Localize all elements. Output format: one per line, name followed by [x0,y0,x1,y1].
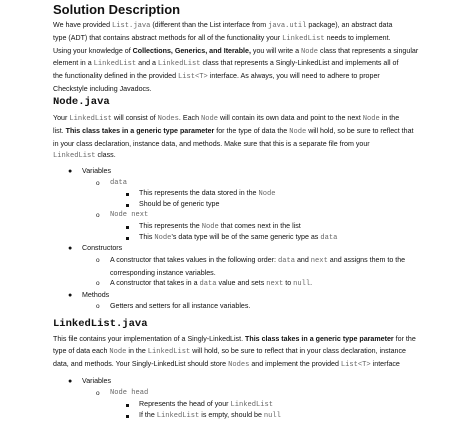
node-heading: Node.java [53,96,110,108]
linkedlist-heading: LinkedList.java [53,318,148,330]
linkedlist-head-field: Node head [110,389,149,397]
bullet-dot: ● [68,168,73,175]
linkedlist-variables-label: Variables [82,377,112,385]
intro-paragraph: We have provided List.java (different than the List interface from java.util package), an abstract data type (ADT) that contains abstract methods for all of the functionality your LinkedList needs to implement. Using your knowledge of Collections, Generics, and Iterable, you will write a Node class that represents a singular element in a LinkedList and a LinkedList class that represents a Singly-LinkedList and implements all of the functionality defined in the provided List<T> interface. As always, you will need to adhere to proper Checkstyle including Javadocs. [53,21,419,93]
linkedlist-head-null: If the LinkedList is empty, should be null [139,411,281,420]
node-methods-label: Methods [82,291,110,299]
node-constructor-1: A constructor that takes values in the following order: data and next and assigns them to the corresponding instance variables. [110,256,406,277]
node-methods-item: Getters and setters for all instance variables. [110,302,251,310]
node-next-field: Node next [110,211,149,219]
node-constructor-2: A constructor that takes in a data value and sets next to null. [110,279,313,288]
bullet-dot: ● [68,378,73,385]
node-next-desc: This represents the Node that comes next in the list [139,222,301,231]
node-data-generic: Should be of generic type [139,200,220,208]
bullet-square [126,415,129,418]
bullet-circle: o [96,280,100,287]
node-variables-label: Variables [82,167,112,175]
node-data-field: data [110,179,128,187]
bullet-circle: o [96,180,100,187]
bullet-circle: o [96,390,100,397]
bullet-dot: ● [68,292,73,299]
bullet-square [126,404,129,407]
linkedlist-paragraph: This file contains your implementation of a Singly-LinkedList. This class takes in a generic type parameter for the type of data each Node in the LinkedList will hold, so be sure to reflect that in your class declaration, instance data, and methods. Your Singly-LinkedList should store Nodes and implement the provided List<T> interface [53,335,416,369]
node-data-desc: This represents the data stored in the Node [139,189,276,198]
node-paragraph: Your LinkedList will consist of Nodes. Each Node will contain its own data and point to the next Node in the list. This class takes in a generic type parameter for the type of data the Node will hold, so be sure to reflect that in your class declaration, instance data, and methods. Make sure that this is a separate file from your LinkedList class. [53,114,414,161]
linkedlist-head-desc: Represents the head of your LinkedList [139,400,274,409]
node-constructors-label: Constructors [82,244,123,252]
bullet-circle: o [96,212,100,219]
node-next-type: This Node’s data type will be of the same generic type as data [139,233,338,242]
bullet-dot: ● [68,245,73,252]
bullet-circle: o [96,257,100,264]
page-title: Solution Description [53,2,181,17]
bullet-circle: o [96,303,100,310]
bullet-square [126,237,129,240]
bullet-square [126,204,129,207]
bullet-square [126,193,129,196]
bullet-square [126,226,129,229]
